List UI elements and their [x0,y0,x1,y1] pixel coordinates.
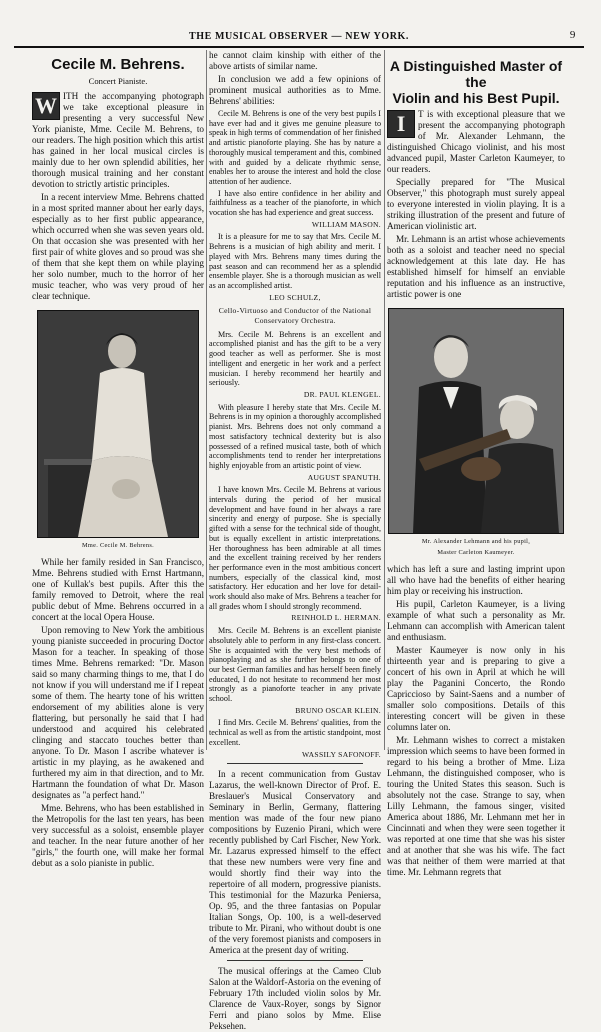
testimonial-signature: BRUNO OSCAR KLEIN. [295,705,381,715]
column-behrens-article [32,50,204,868]
article-title-lehmann: A Distinguished Master of the Violin and his Best Pupil. [389,58,563,106]
page-header [14,28,584,48]
testimonial-signature: WASSILY SAFONOFF. [302,749,381,759]
testimonial-signature: LEO SCHULZ, [269,292,321,302]
column-testimonials [209,50,381,1032]
testimonial-text: With pleasure I hereby state that Mrs. Cecile M. Behrens is in my opinion a thoroughly accomplished pianist. Mrs. Behrens does not only command a most satisfactory technical dexterity but is also possessed of a refined musical taste, both of which accomplishments tend to render her interpretations highly enjoyable from an artistic point of view. [209,402,381,470]
paragraph: In a recent interview Mme. Behrens chatted in a most sprited manner about her early days, especially as to her first public appearance, which occurred when she was seven years old. On that occasion she was presented with her first pair of white gloves and so proud was she of them that she kept them on while playing her solo number, much to the horror of her music teacher, who was very proud of her clear technique. [32,192,204,301]
paragraph: Mr. Lehmann wishes to correct a mistaken impression which seems to have been formed in regard to his being a brother of Mme. Liza Lehmann, the distinguished composer, who is touring the United States this season. Such is absolutely not the case. Strange to say, when Lilly Lehmann, the famous singer, visited America about 1886, Mr. Lehmann met her in Cincinnati and when they were seen together it was reported at one time that she was his sister and at another that she was his wife. The fact was that neither of them were married at that time. Mr. Lehmann regrets that [387,735,565,877]
paragraph: While her family resided in San Francisco, Mme. Behrens studied with Ernst Hartmann, one of Kullak's best pupils. After this the family removed to Detroit, where the real public debut of Mme. Behrens occurred in a concert at the local Opera House. [32,557,204,622]
paragraph: The musical offerings at the Cameo Club Salon at the Waldorf-Astoria on the evening of February 17th included violin solos by Mr. Clarence de Vaux-Royer, songs by Signor Ferri and piano solos by Mme. Elise Peksehen. [209,966,381,1032]
testimonial-signature: AUGUST SPANUTH. [307,472,381,482]
portrait-illustration [38,311,198,537]
paragraph: I T is with exceptional pleasure that we present the accompanying photograph of Mr. Alexander Lehmann, the distinguished Chicago violinist, and his most advanced pupil, Master Carleton Kaumeyer, to our readers. [387,109,565,174]
paragraph: W ITH the accompanying photograph we take exceptional pleasure in presenting a very successful New York pianiste, Mme. Cecile M. Behrens, to our readers. The high position which this artist has gained in her local musical circles is mainly due to her own splendid abilities, her thorough musical training and her constant devotion to strictly artistic principles. [32,91,204,189]
column-lehmann-article [387,50,565,877]
portrait-photo-behrens [37,310,199,538]
testimonial-text: I have known Mrs. Cecile M. Behrens at various intervals during the period of her musical development and have found in her always a rare sincerity and energy of purpose. She is specially gifted with a sense for the technical side of thought, but is equally excellent in artistic interpretations. Her thoroughness has been admirable at all times and the excellent training received by her renders her performance even in the most ambitious concert numbers, especially of the classical kind, most satisfactory. Her education and her love for detail-work should also make of Mrs. Behrens a teacher for all grades whom I should strongly recommend. [209,485,381,611]
article-subtitle: Concert Pianiste. [88,76,148,86]
paragraph: Upon removing to New York the ambitious young pianiste succeeded in procuring Doctor Mason for a teacher. In speaking of those times Mme. Behrens remarked: "Dr. Mason said so many charming things to me, that I do not know if you will understand me if I repeat some of them. The hearty tone of his written endorsement of my abilities alone is very flattering, but personally he said that I had understood and acquired his celebrated clinging and staccato touches better than anyone. To Dr. Mason I ascribe whatever is artistic in my playing, as he awakened and furthered my aim in that direction, and to Mr. Hartmann the foundation of what Dr. Mason designates as "a perfect hand." [32,625,204,800]
section-rule [227,763,363,764]
article-title-behrens: Cecile M. Behrens. [51,56,185,73]
testimonial-signature: WILLIAM MASON. [311,219,381,229]
testimonial-text: Cecile M. Behrens is one of the very best pupils I have ever had and it gives me genuine pleasure to speak in high terms of commendation of her finished and artistic pianoforte playing. She has by nature a thoroughly musical temperament and this, combined with and guided by a delicate rhythmic sense, enables her to arouse the interest and hold the close attention of her audience. [209,109,381,186]
photo-caption: Mme. Cecile M. Behrens. [82,542,154,549]
testimonial-text: Mrs. Cecile M. Behrens is an excellent and accomplished pianist and has the gift to be a very good teacher as well as performer. She is most intelligent and energetic in her work and a perfect musician. I hereby recommend her heartily and seriously. [209,329,381,388]
testimonial-signature: REINHOLD L. HERMAN. [291,613,381,623]
paragraph: Mr. Lehmann is an artist whose achievements both as a soloist and teacher need no special acknowledgement at this late day. He has established himself for himself an enviable reputation and his influence as an instructive, artistic power is one [387,234,565,299]
publication-title: THE MUSICAL OBSERVER — NEW YORK. [189,31,409,42]
paragraph: Mme. Behrens, who has been established in the Metropolis for the last ten years, has been very successful as a soloist, ensemble player and teacher. In the near future another of her "girls," the fourth one, will make her formal debut as a solo pianiste in public. [32,803,204,868]
testimonial-text: Mrs. Cecile M. Behrens is an excellent pianiste absolutely able to perform in any first-class concert. She is acquainted with the very best methods of pianoplaying and as she further belongs to one of our best German families and has herself been finely educated, I do not hesitate to recommend her most strongly as a pianoforte teacher in any private school. [209,626,381,704]
testimonial-text: It is a pleasure for me to say that Mrs. Cecile M. Behrens is a musician of high ability and merit. I played with Mrs. Behrens many times during the past season and can recommend her as a splendid ensemble player. She is a thorough musician as well as an accomplished artist. [209,232,381,290]
drop-cap: I [387,110,415,138]
testimonial-signature-title: Cello-Virtuoso and Conductor of the National Conservatory Orchestra. [218,306,372,326]
section-rule [227,960,363,961]
paragraph: Master Kaumeyer is now only in his thirteenth year and is preparing to give a concert of his own in April at which he will play the Paganini Concerto, the Rondo Capriccioso by Saint-Saens and a number of smaller solo compositions. Details of this interesting concert will be given in these columns later on. [387,645,565,732]
paragraph: In conclusion we add a few opinions of prominent musical authorities as to Mme. Behrens' abilities: [209,74,381,106]
photo-illustration [389,309,563,533]
testimonial-signature: DR. PAUL KLENGEL. [303,389,381,399]
testimonial-text: I find Mrs. Cecile M. Behrens' qualities, from the technical as well as from the artistic standpoint, most excellent. [209,718,381,747]
testimonials [209,109,381,759]
paragraph: which has left a sure and lasting imprint upon all who have had the benefits of either hearing him play or receiving his instruction. [387,564,565,596]
column-divider [384,50,385,750]
paragraph: His pupil, Carleton Kaumeyer, is a living example of what such a personality as Mr. Lehmann can accomplish with American talent and enthusiasm. [387,599,565,642]
column-divider [206,50,207,750]
testimonial-text: I have also entire confidence in her ability and faithfulness as a teacher of the pianoforte, in which vocation she has had experience and great success. [209,188,381,218]
page-number: 9 [569,29,576,41]
photo-caption: Mr. Alexander Lehmann and his pupil, Master Carleton Kaumeyer. [421,538,531,556]
paragraph: In a recent communication from Gustav Lazarus, the well-known Director of Prof. E. Breslauer's Musical Conservatory and Seminary in Berlin, Germany, flattering mention was made of the four new piano compositions by Euzenio Pirani, which were recently published by Carl Fischer, New York. Mr. Lazarus expressed himself to the effect that these new numbers were very fine and would shortly find their way into the repertoire of all modern, progressive pianists. This testimonial for the Mazurka Peniersa, Op. 95, and the three fantasias on Popular Italian Songs, Op. 100, is a well-deserved tribute to Mr. Pirani, who without doubt is one of the very foremost pianists and composers in America at the present day of writing. [209,769,381,956]
drop-cap: W [32,92,60,120]
paragraph: he cannot claim kinship with either of the above artists of similar name. [209,50,381,71]
paragraph: Specially prepared for "The Musical Observer," this photograph must surely appeal to everyone interested in violin playing. It is a striking illustration of the present and future of American violinistic art. [387,177,565,231]
photo-lehmann-and-pupil [388,308,564,534]
